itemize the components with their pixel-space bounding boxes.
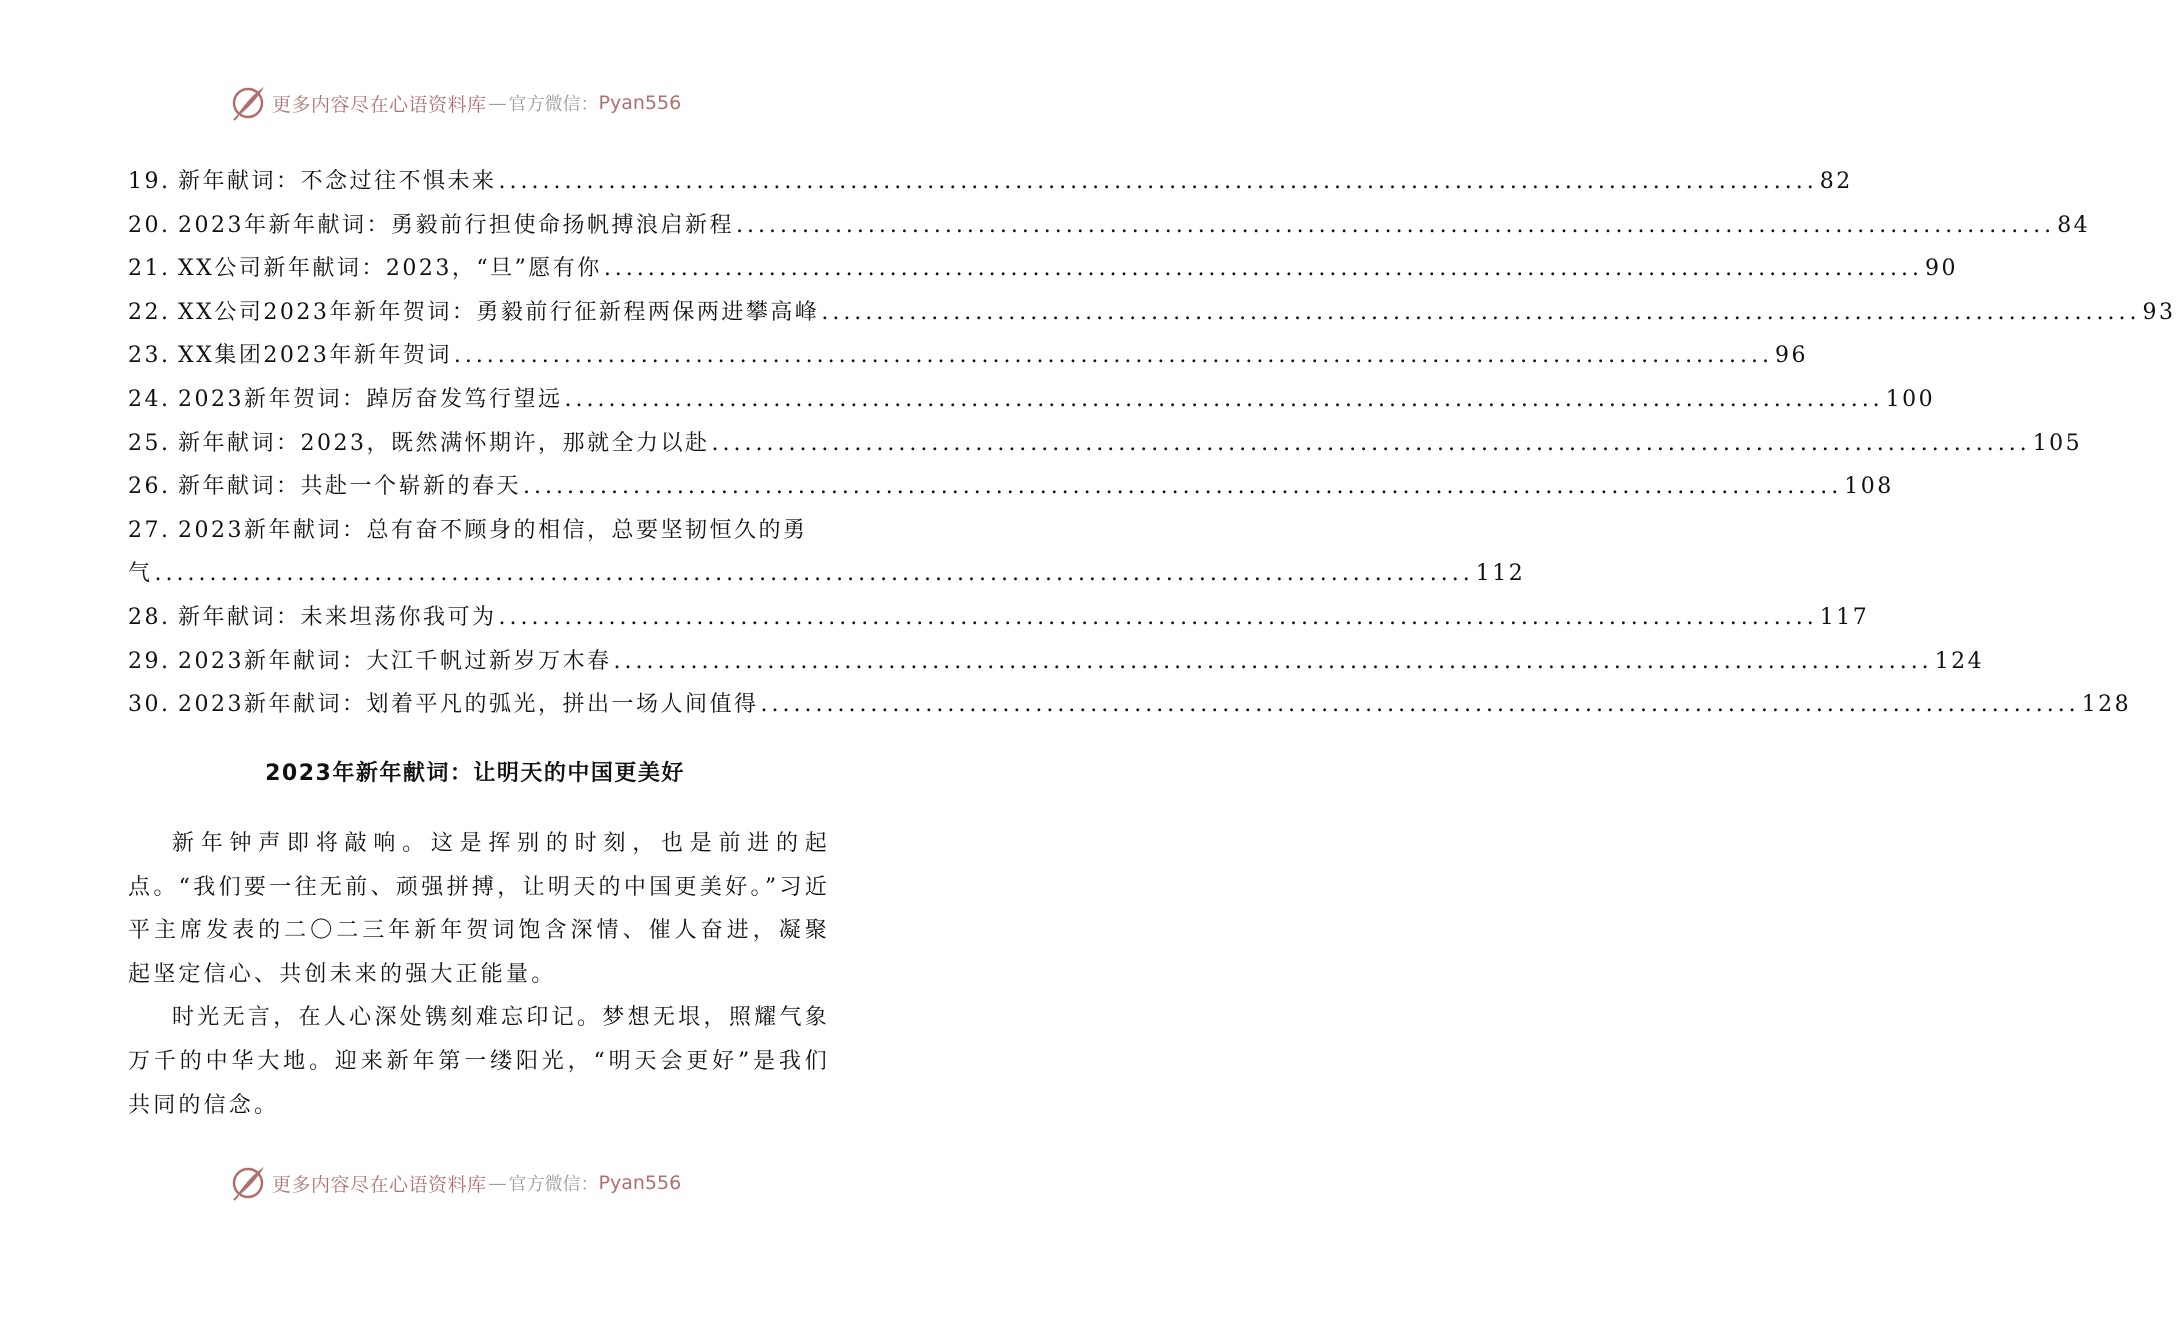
toc-entry-number: 27.	[128, 517, 171, 543]
toc-entry[interactable]	[128, 382, 1936, 426]
paragraph: 新年钟声即将敲响。这是挥别的时刻，也是前进的起点。“我们要一往无前、顽强拼搏，让明天的中国更美好。”习近平主席发表的二〇二三年新年贺词饱含深情、催人奋进，凝聚起坚定信心、共创未来的强大正能量。	[128, 831, 830, 987]
toc-entry-page: 105	[2032, 430, 2083, 456]
toc-entry[interactable]	[128, 426, 2083, 470]
toc-leader-dots: ........................................................................................................................	[523, 474, 1843, 500]
toc-entry[interactable]	[128, 338, 1809, 382]
toc-entry[interactable]	[128, 295, 2176, 339]
toc-entry[interactable]	[128, 251, 1958, 295]
article-title: 2023年新年献词：让明天的中国更美好	[265, 761, 685, 786]
toc-entry-page: 93	[2142, 299, 2176, 325]
toc-leader-dots: ........................................................................................................................	[711, 430, 2031, 456]
footer-banner	[228, 1163, 748, 1203]
toc-entry-number: 20.	[128, 212, 171, 238]
toc-entry[interactable]	[128, 164, 1853, 208]
toc-entry-number: 30.	[128, 692, 171, 718]
toc-leader-dots: ........................................................................................................................	[453, 343, 1774, 369]
toc-entry-title: 新年献词：未来坦荡你我可为	[178, 604, 497, 630]
toc-entry-title: 新年献词：2023，既然满怀期许，那就全力以赴	[178, 430, 710, 456]
toc-entry-page: 108	[1844, 474, 1894, 500]
toc-entry-title: 新年献词：不念过往不惧未来	[178, 169, 497, 194]
toc-entry-number: 28.	[128, 604, 171, 630]
paragraph: 时光无言，在人心深处镌刻难忘印记。梦想无垠，照耀气象万千的中华大地。迎来新年第一缕阳光，“明天会更好”是我们共同的信念。	[128, 1005, 830, 1118]
toc-entry-number: 25.	[128, 430, 171, 456]
toc-leader-dots: ........................................................................................................................	[498, 604, 1818, 630]
toc-entry-title: 2023新年贺词：踔厉奋发笃行望远	[178, 386, 563, 412]
toc-entry[interactable]	[128, 644, 1985, 688]
toc-entry-page: 82	[1819, 169, 1853, 194]
toc-leader-dots: ........................................................................................................................	[760, 692, 2080, 718]
banner-separator: —	[488, 1172, 507, 1194]
banner-main-text: 更多内容尽在心语资料库	[272, 93, 487, 116]
banner-label: 官方微信：	[508, 94, 599, 115]
toc-entry-page: 112	[1475, 561, 1526, 587]
toc-leader-dots: ........................................................................................................................	[821, 299, 2141, 325]
toc-entry-page: 124	[1934, 648, 1985, 674]
toc-entry-page: 128	[2081, 692, 2132, 718]
toc-entry-title: XX公司新年献词：2023，“旦”愿有你	[178, 256, 602, 282]
toc-entry-page: 90	[1925, 256, 1958, 282]
toc-entry-page: 100	[1885, 386, 1936, 412]
toc-entry-number: 22.	[128, 299, 171, 325]
toc-entry[interactable]	[128, 687, 2132, 731]
toc-leader-dots: ........................................................................................................................	[564, 386, 1884, 412]
toc-entry[interactable]	[128, 513, 868, 557]
toc-entry-title: 2023新年献词：大江千帆过新岁万木春	[178, 648, 612, 674]
toc-entry[interactable]	[128, 600, 1870, 644]
banner-label: 官方微信：	[508, 1174, 599, 1195]
toc-entry[interactable]	[128, 469, 1894, 513]
toc-entry-page: 84	[2057, 212, 2091, 238]
quill-pen-logo-icon	[228, 1163, 268, 1203]
toc-entry-title: XX集团2023年新年贺词	[178, 343, 452, 369]
toc-entry-number: 19.	[128, 169, 171, 194]
article-body	[128, 822, 830, 1127]
toc-leader-dots: ........................................................................................................................	[736, 212, 2056, 238]
toc-leader-dots: ........................................................................................................................	[498, 169, 1818, 194]
toc-leader-dots: ........................................................................................................................	[154, 561, 1474, 587]
toc-entry-title: 2023年新年献词：勇毅前行担使命扬帆搏浪启新程	[178, 212, 734, 238]
toc-entry-title-cont: 气	[128, 561, 153, 587]
toc-entry-number: 23.	[128, 343, 171, 369]
toc-entry-number: 26.	[128, 474, 171, 500]
toc-entry-title: 2023新年献词：总有奋不顾身的相信，总要坚韧恒久的勇	[178, 517, 808, 543]
quill-pen-logo-icon	[228, 83, 268, 123]
toc-entry-number: 29.	[128, 648, 171, 674]
toc-entry-continuation[interactable]	[128, 556, 1526, 600]
toc-entry-title: 2023新年献词：划着平凡的弧光，拼出一场人间值得	[178, 692, 759, 718]
toc-entry-number: 24.	[128, 386, 171, 412]
toc-leader-dots: ........................................................................................................................	[613, 648, 1933, 674]
toc-entry[interactable]	[128, 208, 2091, 252]
banner-separator: —	[488, 92, 507, 114]
toc-entry-title: XX公司2023年新年贺词：勇毅前行征新程两保两进攀高峰	[178, 299, 820, 325]
banner-wechat-id: Pyan556	[598, 1172, 682, 1194]
toc-entry-page: 117	[1819, 604, 1870, 630]
banner-wechat-id: Pyan556	[598, 92, 682, 114]
header-banner	[228, 83, 748, 123]
toc-entry-number: 21.	[128, 256, 171, 282]
toc-entry-title: 新年献词：共赴一个崭新的春天	[178, 474, 522, 500]
banner-main-text: 更多内容尽在心语资料库	[272, 1173, 487, 1196]
table-of-contents	[128, 164, 2176, 731]
toc-entry-page: 96	[1775, 343, 1809, 369]
toc-leader-dots: ........................................................................................................................	[603, 256, 1923, 282]
